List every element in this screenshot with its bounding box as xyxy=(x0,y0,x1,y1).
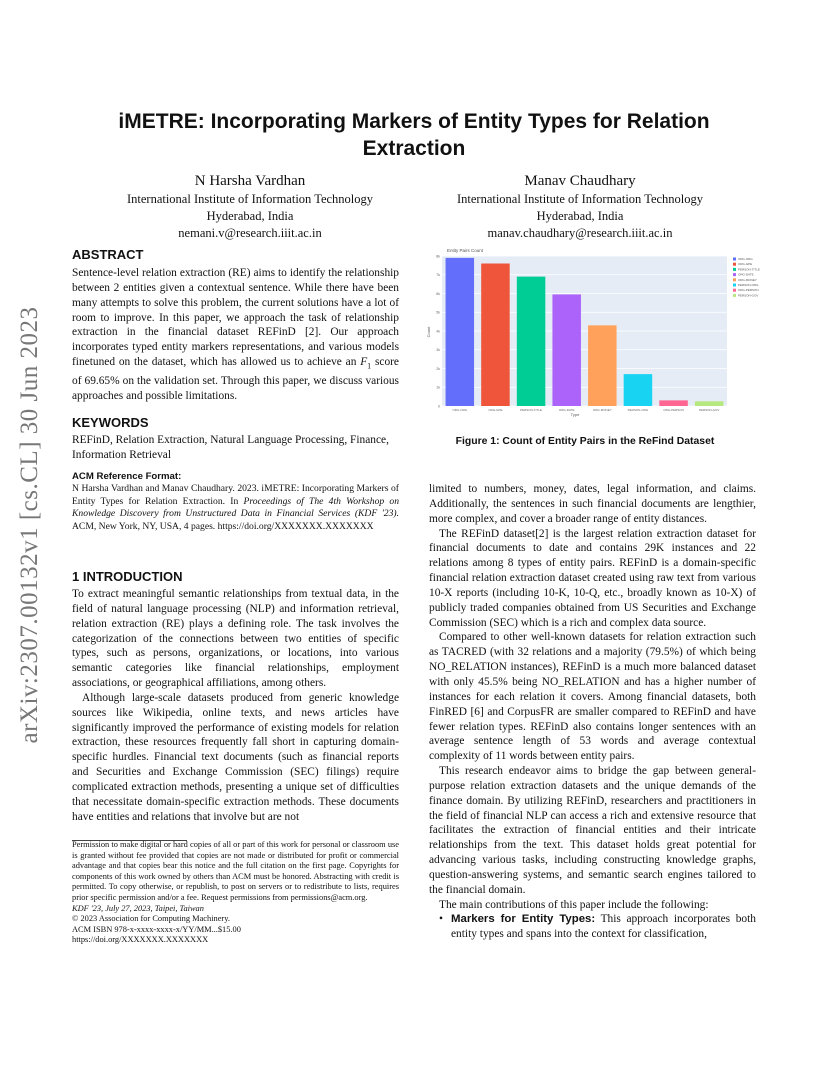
introduction-heading: 1 INTRODUCTION xyxy=(72,569,183,584)
author-block-2 xyxy=(412,171,748,242)
author-email: nemani.v@research.iiit.ac.in xyxy=(178,226,322,240)
introduction-body xyxy=(72,587,399,825)
legend-swatch xyxy=(733,278,736,281)
y-tick-label: 1k xyxy=(436,385,440,390)
bar xyxy=(659,400,688,406)
bar xyxy=(481,264,510,407)
keywords-text: REFinD, Relation Extraction, Natural Language Processing, Finance, Information Retrieval xyxy=(72,434,389,461)
legend-entry: PERSON-ORG xyxy=(738,283,759,287)
acm-reference-text-end: ACM, New York, NY, USA, 4 pages. https://doi.org/XXXXXXX.XXXXXXX xyxy=(72,520,374,532)
legend-entry: ORG-GPE xyxy=(738,262,753,267)
x-tick-label: ORG-GPE xyxy=(488,408,503,412)
y-tick-label: 6k xyxy=(436,291,440,296)
keywords-heading: KEYWORDS xyxy=(72,415,149,430)
right-paragraph-1: The REFinD dataset[2] is the largest relation extraction dataset for financial documents to date and contains 29K instances and 22 relations among 8 types of entity pairs. REFinD is a domain-specific financial relation extraction dataset created using raw text from various 10-X reports (including 10-K, 10-Q, etc., broadly known as 10-X) of publicly traded companies obtained from US Securities and Exchange Commission (SEC) which is a rich and complex data source. xyxy=(429,527,756,629)
contributions-list xyxy=(429,912,756,942)
legend-entry: ORG-MONEY xyxy=(738,277,757,282)
x-tick-label: PERSON-ORG xyxy=(627,408,649,412)
author-name: Manav Chaudhary xyxy=(524,173,636,189)
legend-swatch xyxy=(733,294,736,297)
arxiv-stamp xyxy=(10,290,50,760)
legend-entry: ORG-PERSON xyxy=(738,288,759,293)
right-paragraph-3: This research endeavor aims to bridge the gap between general-purpose relation extraction datasets and the unique demands of the finance domain. By utilizing REFinD, researchers and practitioners in the field of financial NLP can access a rich and extensive resource that facilitates the extraction of financial entities and their intricate relationships from the text. This dataset holds great potential for advancing various tasks, including constructing knowledge graphs, question-answering systems, and semantic search engines tailored to the financial domain. xyxy=(429,765,756,896)
y-axis-label: Count xyxy=(426,326,431,338)
legend-swatch xyxy=(733,268,736,271)
abstract-text: Sentence-level relation extraction (RE) aims to identify the relationship between 2 entities given a contextual sentence. While there have been many attempts to solve this problem, the current solutions have a lot of room to improve. In this paper, we approach the task of relationship extraction in the financial dataset REFinD [2]. Our approach incorporates typed entity markers representations, and various models finetuned on the dataset, which has allowed us to achieve an xyxy=(72,267,399,369)
acm-reference-text: N Harsha Vardhan and Manav Chaudhary. 2023. iMETRE: Incorporating Markers of Entity Types for Relation Extraction. In xyxy=(72,483,399,507)
paper-title: iMETRE: Incorporating Markers of Entity Types for Relation Extraction xyxy=(118,110,710,160)
figure-caption: Figure 1: Count of Entity Pairs in the ReFind Dataset xyxy=(455,436,715,447)
y-tick-label: 7k xyxy=(436,273,440,278)
legend-entry: PERSON-TITLE xyxy=(738,267,760,272)
right-paragraph-0: limited to numbers, money, dates, legal information, and claims. Additionally, the sentences in such financial documents are lengthier, more complex, and cover a broader range of entity distances. xyxy=(429,483,756,525)
legend-swatch xyxy=(733,258,736,261)
permission-notice: Permission to make digital or hard copies of all or part of this work for personal or classroom use is granted without fee provided that copies are not made or distributed for profit or commercial advantage and that copies bear this notice and the full citation on the first page. Copyrights for components of this work owned by others than ACM must be honored. Abstracting with credit is permitted. To copy otherwise, or republish, to post on servers or to redistribute to lists, requires prior specific permission and/or a fee. Request permissions from permissions@acm.org. xyxy=(72,840,399,902)
author-affiliation: International Institute of Information Technology xyxy=(456,192,704,206)
author-affiliation: International Institute of Information Technology xyxy=(126,192,374,206)
legend-entry: ORG-ORG xyxy=(738,257,753,261)
copyright-notice: © 2023 Association for Computing Machinery. xyxy=(72,914,230,924)
contribution-item xyxy=(451,912,756,942)
author-email: manav.chaudhary@research.iiit.ac.in xyxy=(487,226,673,240)
footnote xyxy=(72,840,399,946)
author-name: N Harsha Vardhan xyxy=(194,173,306,189)
x-tick-label: ORG-DATE xyxy=(558,408,575,412)
abstract-heading: ABSTRACT xyxy=(72,247,144,262)
bar xyxy=(624,374,653,406)
legend-swatch xyxy=(733,263,736,266)
introduction-paragraph-1: To extract meaningful semantic relationships from textual data, in the field of natural language processing (NLP) and information retrieval, relation extraction (RE) plays a defining role. The task involves the categorization of the connections between two entities of specific types, such as persons, organizations, or locations, into various semantic categories like financial relationships, employment associations, or geographical affiliations, among others. xyxy=(72,588,399,690)
right-paragraph-4: The main contributions of this paper include the following: xyxy=(439,898,709,911)
f1-symbol: F xyxy=(360,356,368,369)
bar xyxy=(446,258,475,406)
acm-reference-label: ACM Reference Format: xyxy=(72,471,182,482)
acm-reference-venue: Proceedings of The 4th Workshop on Knowledge Discovery from Unstructured Data in Financial Services (KDF '23). xyxy=(72,495,399,520)
doi: https://doi.org/XXXXXXX.XXXXXXX xyxy=(72,935,209,945)
legend-entry: PERSON-GOV xyxy=(738,293,759,298)
legend-swatch xyxy=(733,273,736,276)
right-paragraph-2: Compared to other well-known datasets for relation extraction such as TACRED (with 32 relations and a majority (79.5%) of which being NO_RELATION instances), REFinD is a much more balanced dataset with only 45.5% being NO_RELATION and has a higher number of instances for each relation it covers. Among financial datasets, both FinRED [6] and CorpusFR are smaller compared to REFinD and have fewer relation types. REFinD also contains longer sentences with an average sentence length of 53 words and average contextual complexity of 11 words between entity pairs. xyxy=(429,631,756,763)
x-tick-label: PERSON-TITLE xyxy=(520,408,542,412)
contribution-text: This approach incorporates both entity types and spans into the context for classification, xyxy=(451,913,756,941)
right-column-body xyxy=(429,482,756,942)
author-block-1 xyxy=(80,171,420,242)
author-location: Hyderabad, India xyxy=(206,209,294,223)
legend-entry: ORG-DATE xyxy=(738,272,754,277)
acm-reference xyxy=(72,471,399,533)
legend-swatch xyxy=(733,284,736,287)
x-tick-label: ORG-MONEY xyxy=(592,408,612,412)
entity-pairs-chart xyxy=(415,242,760,418)
y-tick-label: 4k xyxy=(436,329,440,334)
y-tick-label: 8k xyxy=(436,254,440,259)
author-location: Hyderabad, India xyxy=(536,209,624,223)
bar xyxy=(695,401,724,406)
y-tick-label: 5k xyxy=(436,310,440,315)
y-tick-label: 0 xyxy=(438,404,440,409)
figure-1 xyxy=(415,242,760,418)
chart-title: Entity Pairs Count xyxy=(447,248,484,253)
arxiv-stamp-text: arXiv:2307.00132v1 [cs.CL] 30 Jun 2023 xyxy=(16,306,43,744)
x-tick-label: PERSON-GOV xyxy=(699,408,720,412)
bar xyxy=(588,325,617,406)
isbn: ACM ISBN 978-x-xxxx-xxxx-x/YY/MM...$15.00 xyxy=(72,924,241,934)
conference-info: KDF '23, July 27, 2023, Taipei, Taiwan xyxy=(72,903,204,913)
bar xyxy=(552,294,581,406)
abstract-body xyxy=(72,266,399,404)
legend xyxy=(733,257,760,297)
x-tick-label: ORG-ORG xyxy=(452,408,468,412)
y-tick-label: 2k xyxy=(436,366,440,371)
legend-swatch xyxy=(733,289,736,292)
introduction-paragraph-2: Although large-scale datasets produced from generic knowledge sources like Wikipedia, online texts, and news articles have significantly improved the performance of existing models for relation extraction, these resources frequently fall short in capturing domain-specific hurdles. Financial text documents (such as financial reports and Securities and Exchange Commission (SEC) filings) require complicated extraction methods, presenting a unique set of difficulties that necessitate domain-specific extraction methods. These documents have entities and relations that involve but are not xyxy=(72,691,399,823)
f1-subscript: 1 xyxy=(367,361,372,371)
y-tick-label: 3k xyxy=(436,348,440,353)
bar xyxy=(517,277,546,406)
x-tick-label: ORG-PERSON xyxy=(663,408,684,412)
x-axis-label: Type xyxy=(570,412,580,417)
contribution-title: Markers for Entity Types: xyxy=(451,913,596,926)
abstract-text-end: score of 69.65% on the validation set. Through this paper, we discuss various approaches and possible limitations. xyxy=(72,356,399,403)
